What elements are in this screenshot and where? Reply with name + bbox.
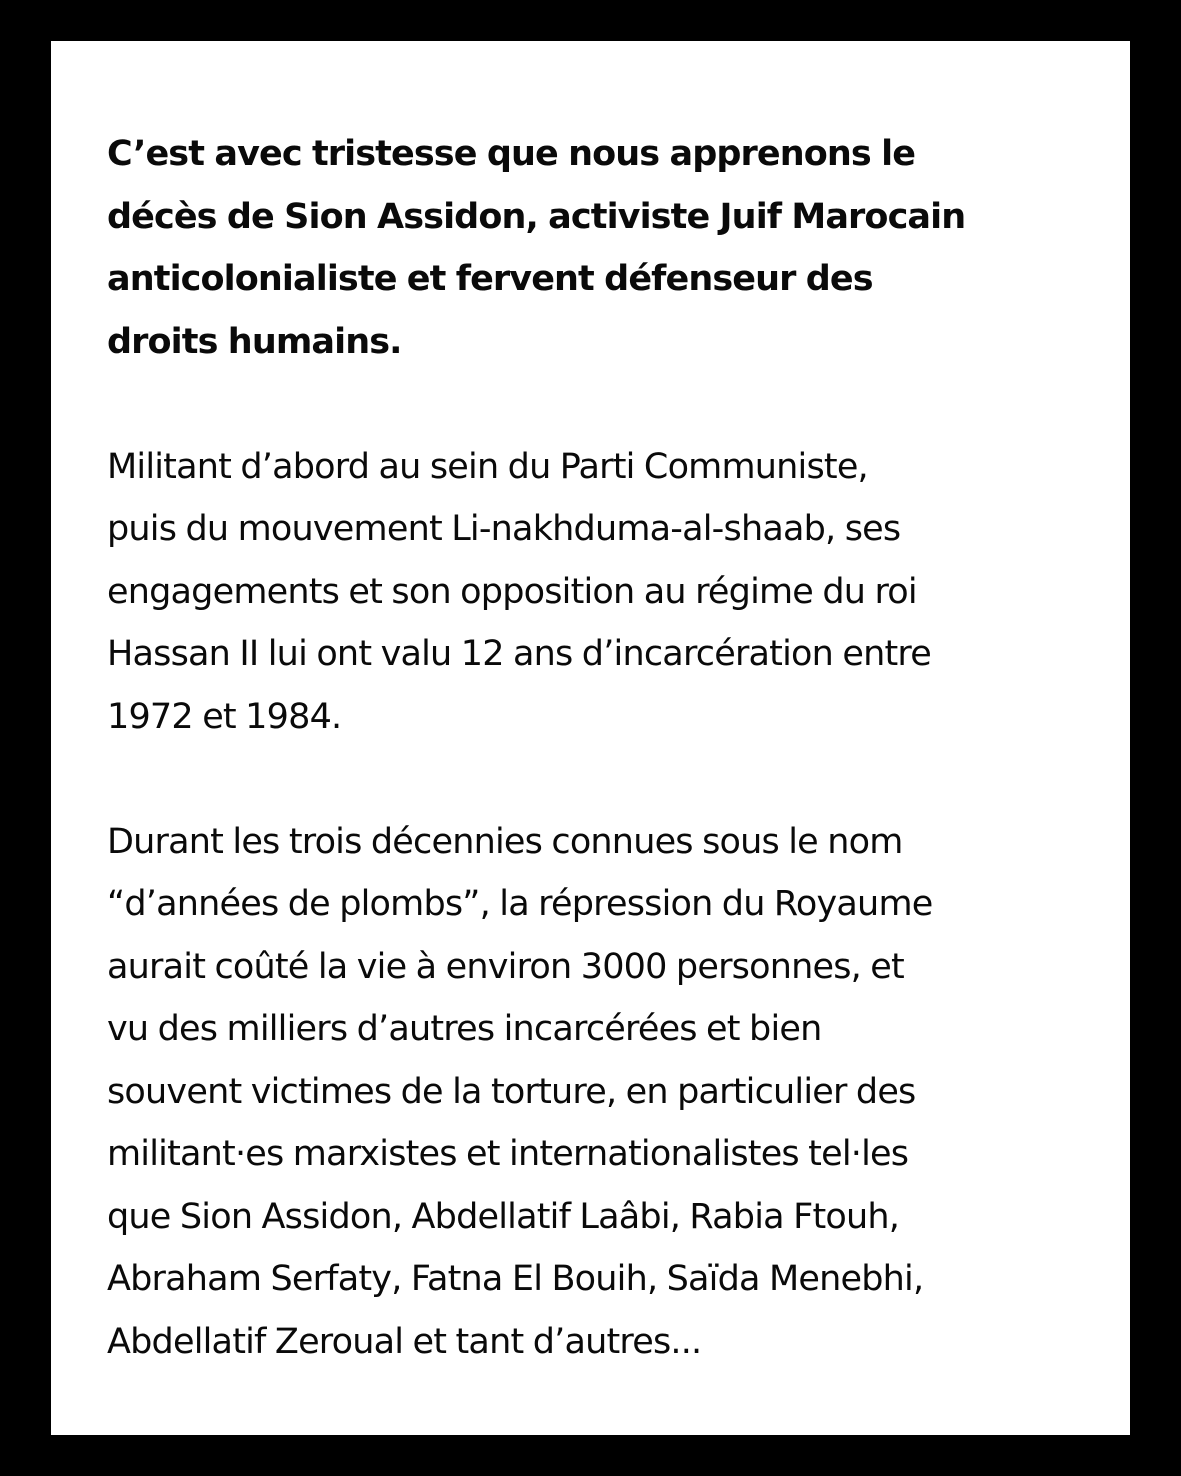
paragraph-spacer bbox=[107, 748, 1130, 811]
body-line: que Sion Assidon, Abdellatif Laâbi, Rabia Ftouh, bbox=[107, 1196, 900, 1237]
body-line: “d’années de plombs”, la répression du Royaume bbox=[107, 884, 933, 924]
body-line: Hassan II lui ont valu 12 ans d’incarcération entre bbox=[107, 634, 931, 674]
body-line: souvent victimes de la torture, en particulier des bbox=[107, 1071, 916, 1112]
paragraph-history bbox=[107, 811, 1130, 1374]
body-line: vu des milliers d’autres incarcérées et bien bbox=[107, 1009, 822, 1049]
body-line: Abdellatif Zeroual et tant d’autres... bbox=[107, 1321, 702, 1362]
body-line: Abraham Serfaty, Fatna El Bouih, Saïda Menebhi, bbox=[107, 1259, 924, 1299]
lead-line: décès de Sion Assidon, activiste Juif Marocain bbox=[107, 196, 966, 237]
body-line: Durant les trois décennies connues sous le nom bbox=[107, 821, 903, 862]
lead-line: C’est avec tristesse que nous apprenons le bbox=[107, 134, 916, 174]
body-line: puis du mouvement Li-nakhduma-al-shaab, ses bbox=[107, 509, 901, 549]
body-line: militant·es marxistes et internationalistes tel·les bbox=[107, 1134, 909, 1174]
lead-paragraph bbox=[107, 123, 1130, 373]
text-card bbox=[51, 41, 1130, 1435]
body-line: engagements et son opposition au régime du roi bbox=[107, 571, 917, 612]
lead-line: anticolonialiste et fervent défenseur des bbox=[107, 259, 873, 299]
body-line: aurait coûté la vie à environ 3000 personnes, et bbox=[107, 946, 904, 987]
body-line: 1972 et 1984. bbox=[107, 696, 342, 737]
lead-line: droits humains. bbox=[107, 321, 402, 362]
paragraph-biography bbox=[107, 436, 1130, 749]
paragraph-spacer bbox=[107, 373, 1130, 436]
body-line: Militant d’abord au sein du Parti Communiste, bbox=[107, 446, 868, 487]
